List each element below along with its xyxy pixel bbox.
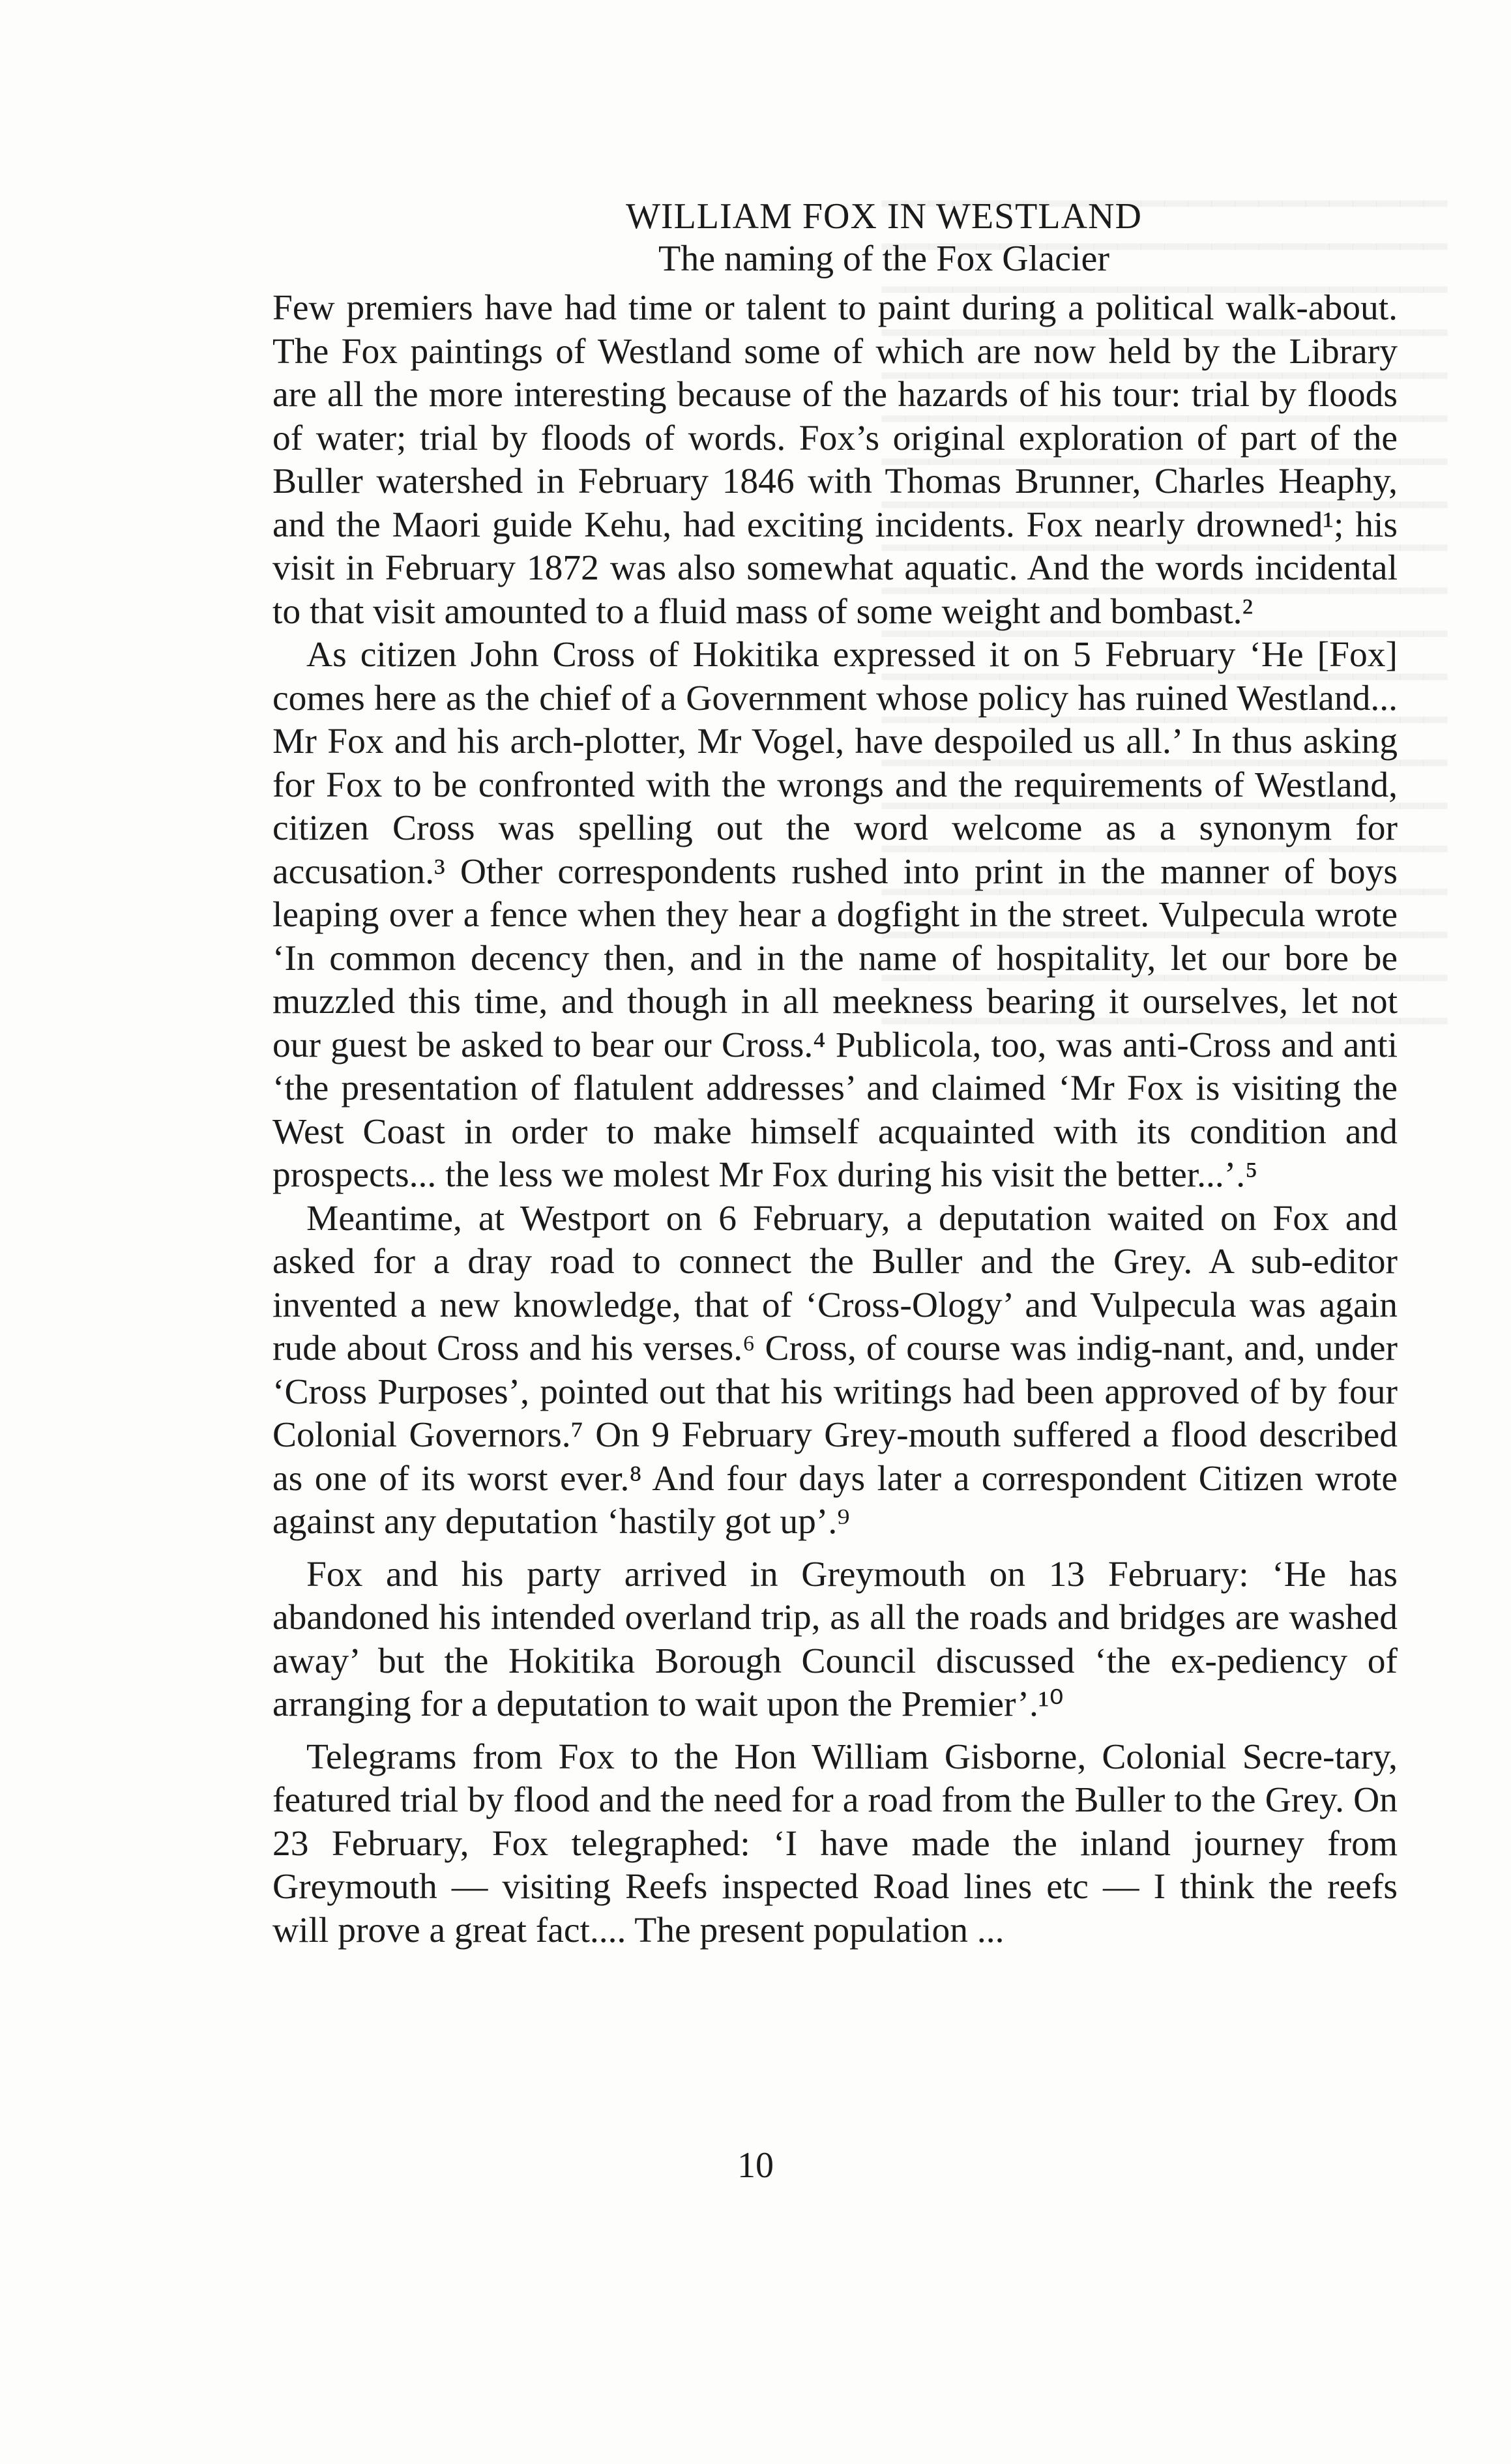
paragraph-4: Fox and his party arrived in Greymouth on 13 February: ‘He has abandoned his intended overland trip, as all the roads and bridges are washed away’ but the Hokitika Borough Council discussed ‘the ex-pediency of arranging for a deputation to wait upon the Premier’.¹⁰ bbox=[272, 1554, 1398, 1724]
paragraph-3: Meantime, at Westport on 6 February, a deputation waited on Fox and asked for a dray road to connect the Buller and the Grey. A sub-editor invented a new knowledge, that of ‘Cross-Ology’ and Vulpecula was again rude about Cross and his verses.⁶ Cross, of course was indig-nant, and, under ‘Cross Purposes’, pointed out that his writings had been approved of by four Colonial Governors.⁷ On 9 February Grey-mouth suffered a flood described as one of its worst ever.⁸ And four days later a correspondent Citizen wrote against any deputation ‘hastily got up’.⁹ bbox=[272, 1198, 1398, 1542]
paragraph-5: Telegrams from Fox to the Hon William Gisborne, Colonial Secre-tary, featured trial by flood and the need for a road from the Buller to the Grey. On 23 February, Fox telegraphed: ‘I have made the inland journey from Greymouth — visiting Reefs inspected Road lines etc — I think the reefs will prove a great fact.... The present population ... bbox=[272, 1737, 1398, 1950]
paragraph-1: Few premiers have had time or talent to paint during a political walk-about. The Fox paintings of Westland some of which are now held by the Library are all the more interesting because of the hazards of his tour: trial by floods of water; trial by floods of words. Fox’s original exploration of part of the Buller watershed in February 1846 with Thomas Brunner, Charles Heaphy, and the Maori guide Kehu, had exciting incidents. Fox nearly drowned¹; his visit in February 1872 was also somewhat aquatic. And the words incidental to that visit amounted to a fluid mass of some weight and bombast.² bbox=[272, 288, 1398, 632]
page-number: 10 bbox=[737, 2145, 774, 2186]
paragraph-2: As citizen John Cross of Hokitika expressed it on 5 February ‘He [Fox] comes here as the chief of a Government whose policy has ruined Westland... Mr Fox and his arch-plotter, Mr Vogel, have despoiled us all.’ In thus asking for Fox to be confronted with the wrongs and the requirements of Westland, citizen Cross was spelling out the word welcome as a synonym for accusation.³ Other correspondents rushed into print in the manner of boys leaping over a fence when they hear a dogfight in the street. Vulpecula wrote ‘In common decency then, and in the name of hospitality, let our bore be muzzled this time, and though in all meekness bearing it ourselves, let not our guest be asked to bear our Cross.⁴ Publicola, too, was anti-Cross and anti ‘the presentation of flatulent addresses’ and claimed ‘Mr Fox is visiting the West Coast in order to make himself acquainted with its condition and prospects... the less we molest Mr Fox during his visit the better...’.⁵ bbox=[272, 635, 1398, 1195]
article-body bbox=[272, 196, 1398, 1952]
article-title: WILLIAM FOX IN WESTLAND bbox=[626, 196, 1142, 237]
article-subtitle: The naming of the Fox Glacier bbox=[658, 239, 1109, 279]
